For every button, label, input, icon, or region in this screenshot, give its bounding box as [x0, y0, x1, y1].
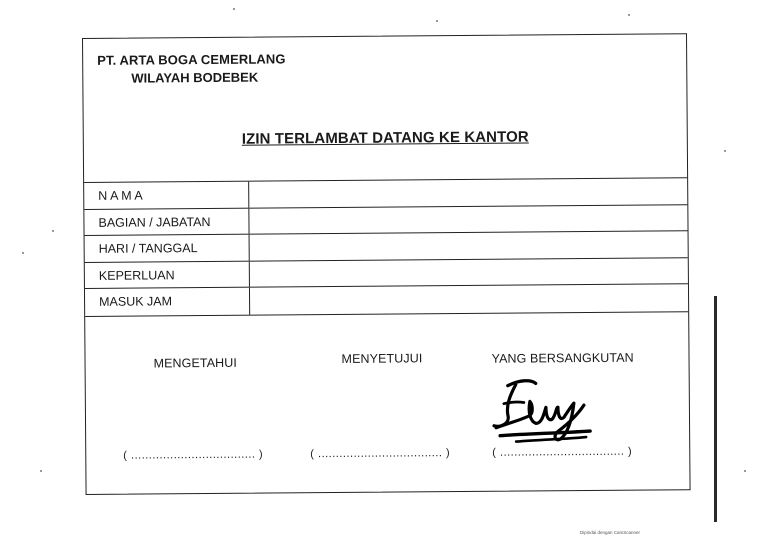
- signature-block-concerned: [491, 351, 633, 366]
- company-name: PT. ARTA BOGA CEMERLANG: [97, 51, 286, 68]
- scan-speck: [40, 470, 42, 472]
- scan-speck: [436, 20, 438, 22]
- field-row-arrival-time: [85, 284, 688, 315]
- scan-speck: [52, 230, 54, 232]
- field-label-department: BAGIAN / JABATAN: [84, 208, 249, 235]
- role-approved: MENYETUJUI: [341, 351, 423, 366]
- late-arrival-form: [82, 33, 691, 495]
- field-value-arrival-time[interactable]: [250, 284, 688, 314]
- signature-line-approved: ( ................................... ): [310, 447, 451, 461]
- scan-speck: [744, 470, 746, 472]
- role-concerned: YANG BERSANGKUTAN: [491, 350, 634, 366]
- scan-speck: [233, 8, 235, 10]
- scan-speck: [628, 14, 630, 16]
- field-value-date[interactable]: [250, 231, 688, 260]
- signature-line-concerned: ( ................................... ): [492, 445, 633, 459]
- region-name: WILAYAH BODEBEK: [131, 69, 259, 86]
- signature-line-acknowledged: ( ................................... ): [123, 448, 264, 462]
- scan-edge-mark: [714, 296, 717, 522]
- field-value-purpose[interactable]: [250, 258, 688, 287]
- signature-block-acknowledged: [154, 356, 238, 371]
- role-acknowledged: MENGETAHUI: [153, 355, 238, 371]
- scan-speck: [724, 150, 726, 152]
- form-title: IZIN TERLAMBAT DATANG KE KANTOR: [241, 128, 529, 148]
- scanner-watermark: Dipindai dengan CamScanner: [580, 530, 641, 535]
- field-value-department[interactable]: [249, 205, 687, 234]
- field-value-name[interactable]: [249, 178, 687, 207]
- field-label-arrival-time: MASUK JAM: [85, 288, 250, 316]
- signature-block-approved: [341, 351, 422, 366]
- field-label-purpose: KEPERLUAN: [85, 261, 250, 288]
- form-fields-table: [84, 177, 688, 316]
- field-label-name: N A M A: [84, 182, 249, 209]
- handwritten-signature: [486, 375, 607, 451]
- field-label-date: HARI / TANGGAL: [85, 235, 250, 262]
- scan-speck: [22, 252, 24, 254]
